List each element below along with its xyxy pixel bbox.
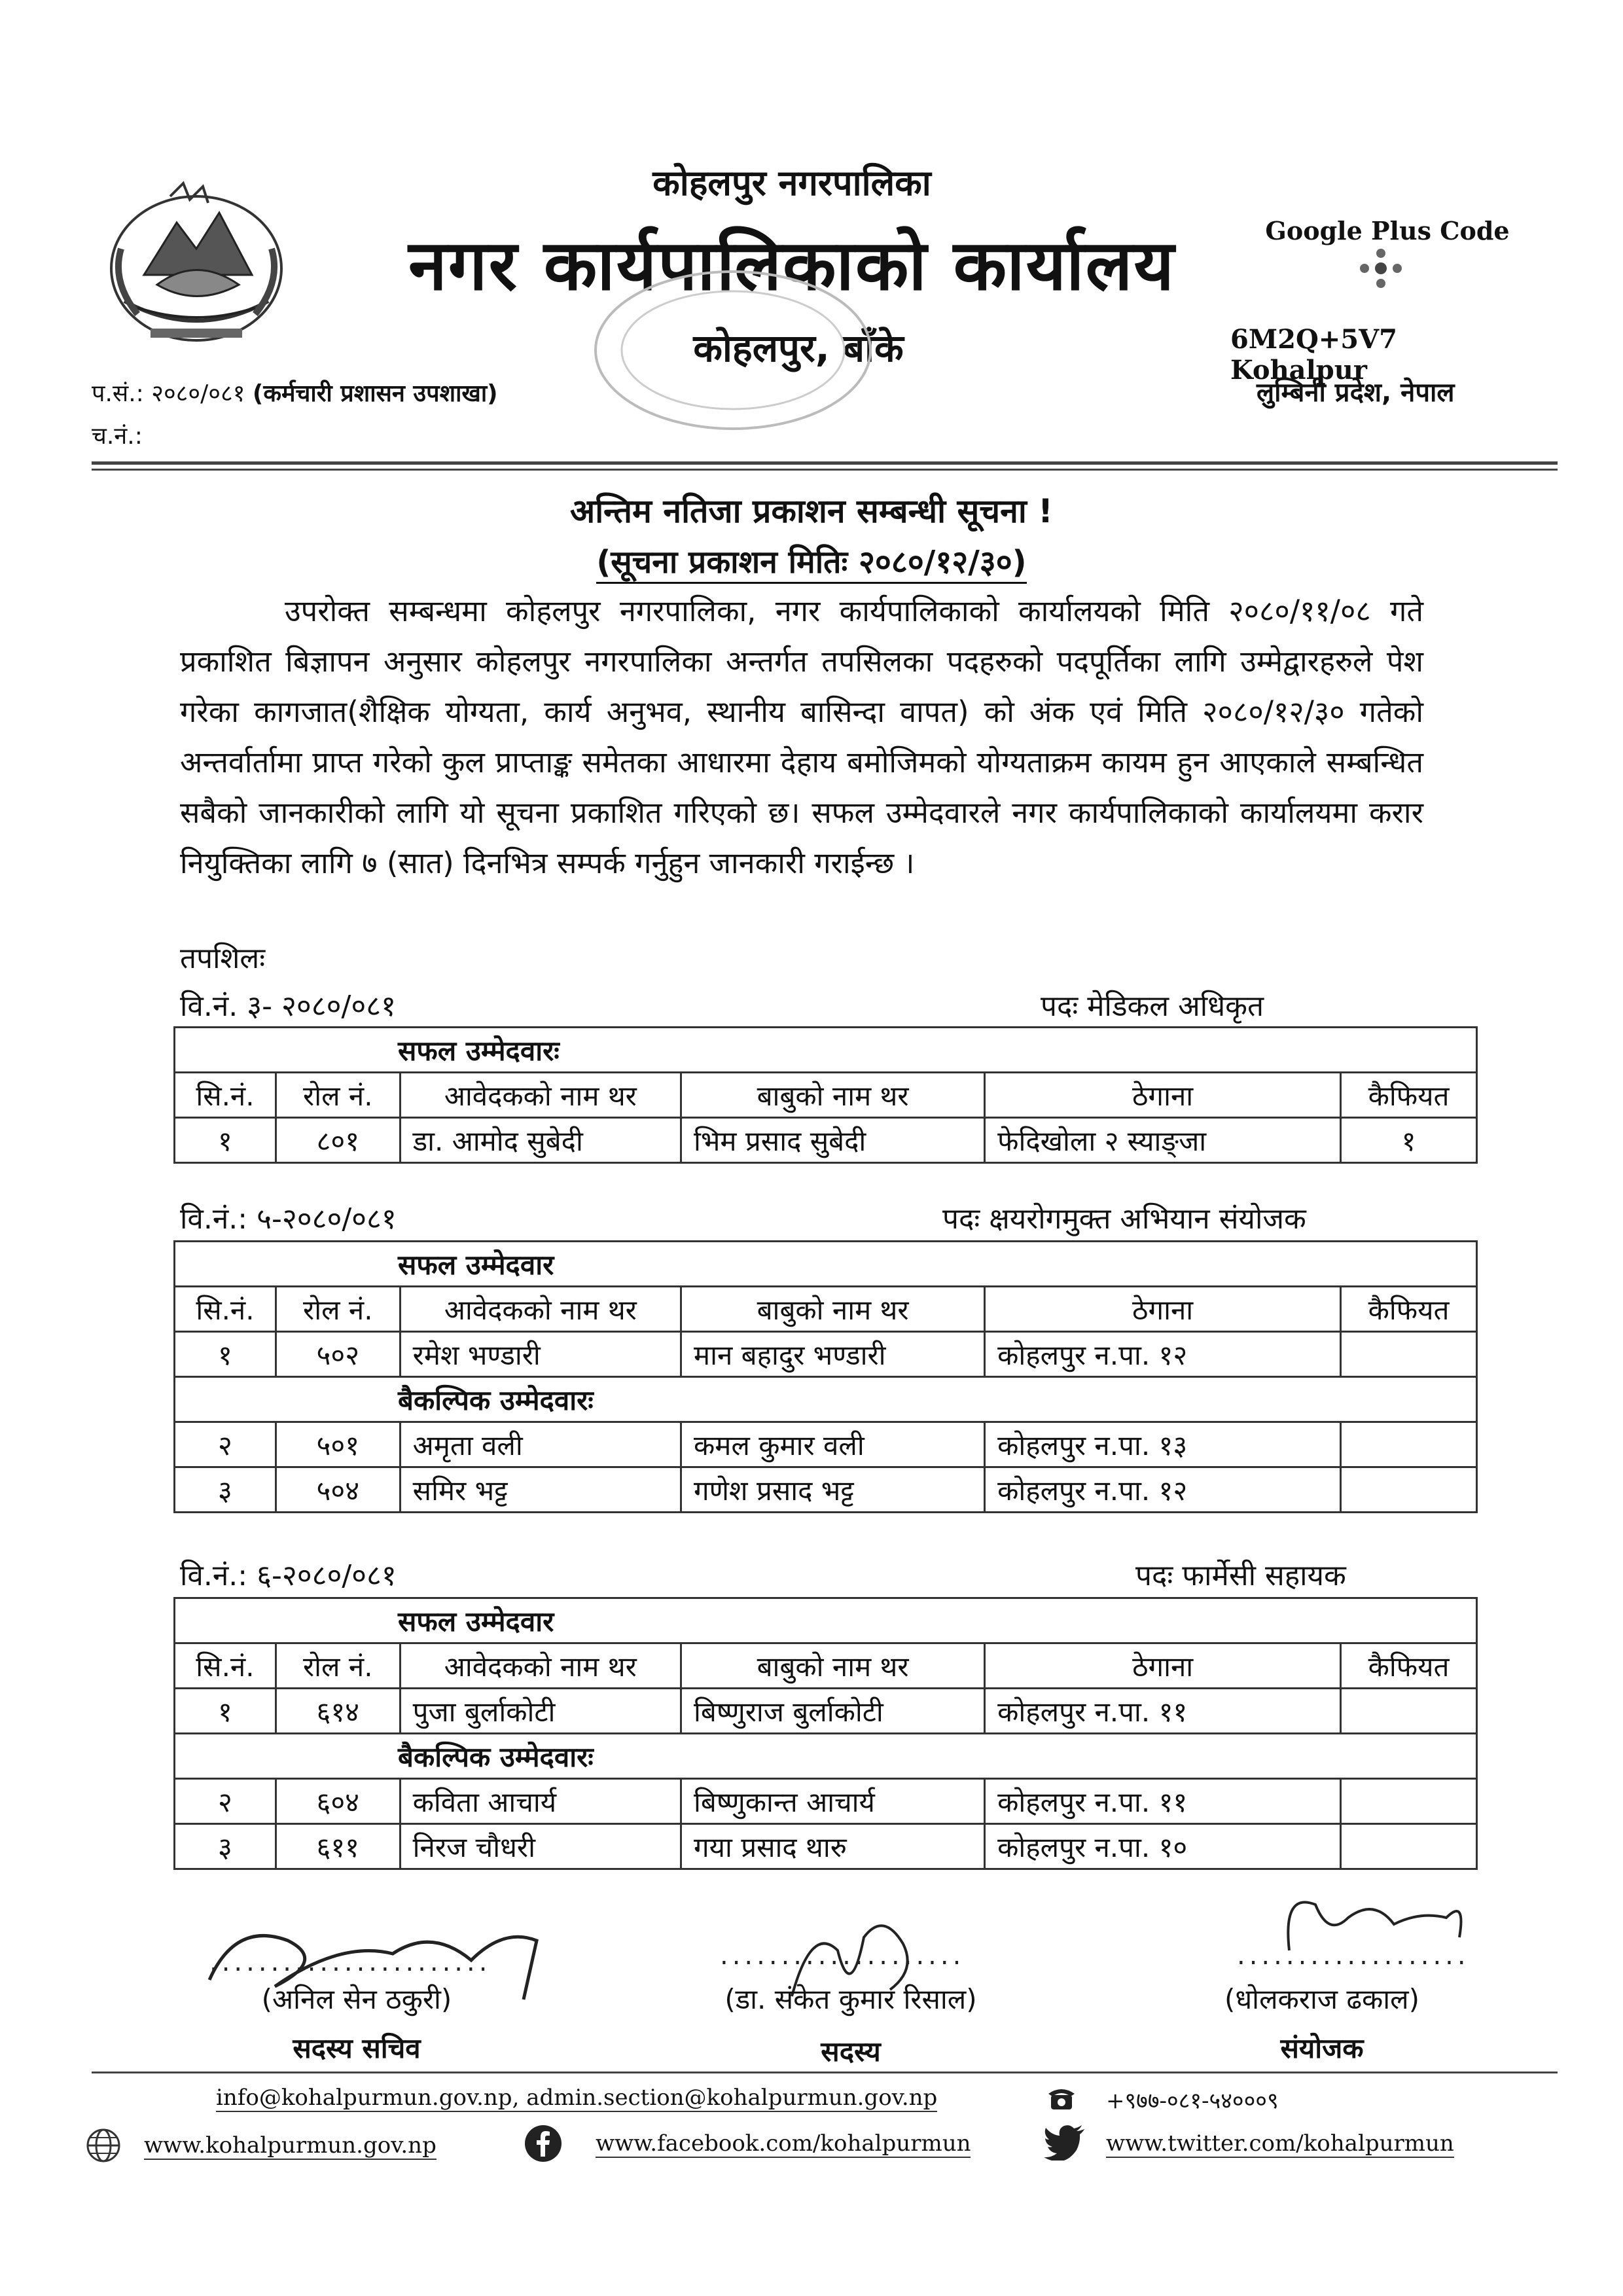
cell-address: कोहलपुर न.पा. १२	[985, 1467, 1341, 1513]
cell-remark	[1341, 1824, 1477, 1869]
column-header: बाबुको नाम थर	[681, 1643, 984, 1689]
table-row	[175, 1824, 1477, 1869]
success-label: सफल उम्मेदवारः	[175, 1028, 1477, 1073]
cell-roll: ५०२	[276, 1332, 400, 1377]
column-header: बाबुको नाम थर	[681, 1287, 985, 1332]
table-row	[175, 1689, 1477, 1734]
column-header: रोल नं.	[276, 1643, 400, 1689]
cell-father: भिम प्रसाद सुबेदी	[681, 1118, 985, 1163]
footer-facebook[interactable]: www.facebook.com/kohalpurmun	[596, 2130, 971, 2157]
column-header: आवेदकको नाम थर	[400, 1643, 681, 1689]
cell-roll: ८०१	[276, 1118, 400, 1163]
footer-emails[interactable]: info@kohalpurmun.gov.np, admin.section@kohalpurmun.gov.np	[216, 2085, 938, 2111]
cell-father: मान बहादुर भण्डारी	[681, 1332, 985, 1377]
plus-code-icon	[1342, 245, 1420, 291]
province: लुम्बिनी प्रदेश, नेपाल	[1257, 378, 1455, 408]
cell-roll: ६११	[276, 1824, 400, 1869]
signature-line: .......................	[209, 1947, 491, 1977]
cell-remark	[1341, 1779, 1477, 1824]
column-header: सि.नं.	[175, 1643, 276, 1689]
facebook-icon	[524, 2124, 563, 2163]
twitter-icon	[1044, 2124, 1086, 2161]
cell-father: गया प्रसाद थारु	[681, 1824, 984, 1869]
cell-name: अमृता वली	[400, 1422, 681, 1467]
column-header: रोल नं.	[276, 1073, 400, 1118]
column-header: रोल नं.	[276, 1287, 400, 1332]
cell-roll: ५०१	[276, 1422, 400, 1467]
signatory-name: (धोलकराज ढकाल)	[1224, 1983, 1420, 2015]
table-header-row	[175, 1643, 1477, 1689]
notice-title: अन्तिम नतिजा प्रकाशन सम्बन्धी सूचना !	[570, 492, 1053, 530]
column-header: कैफियत	[1341, 1643, 1477, 1689]
advertisement-number: वि.नं. ३- २०८०/०८१	[180, 990, 396, 1023]
phone-icon	[1047, 2085, 1076, 2113]
cell-remark	[1341, 1689, 1477, 1734]
table-row	[175, 1118, 1477, 1163]
details-label: तपशिलः	[180, 942, 266, 975]
signatory-name: (डा. संकेत कुमार रिसाल)	[724, 1983, 977, 2015]
results-table	[173, 1240, 1478, 1513]
column-header: सि.नं.	[175, 1287, 276, 1332]
cell-address: फेदिखोला २ स्याङ्जा	[985, 1118, 1341, 1163]
column-header: आवेदकको नाम थर	[400, 1073, 681, 1118]
advertisement-number: वि.नं.: ५-२०८०/०८१	[180, 1202, 397, 1236]
table-row	[175, 1332, 1477, 1377]
cell-name: निरज चौधरी	[400, 1824, 681, 1869]
post-title: पदः मेडिकल अधिकृत	[1041, 990, 1264, 1023]
cell-address: कोहलपुर न.पा. ११	[985, 1689, 1341, 1734]
cell-remark	[1341, 1467, 1477, 1513]
cell-sn: २	[175, 1779, 276, 1824]
org-location: कोहलपुर, बाँके	[693, 326, 904, 370]
cell-name: कविता आचार्य	[400, 1779, 681, 1824]
post-title: पदः क्षयरोगमुक्त अभियान संयोजक	[942, 1202, 1306, 1236]
column-header: ठेगाना	[985, 1287, 1341, 1332]
cell-sn: १	[175, 1332, 276, 1377]
results-table	[173, 1597, 1478, 1870]
header-divider	[92, 461, 1558, 465]
table-row	[175, 1779, 1477, 1824]
cell-sn: २	[175, 1422, 276, 1467]
cell-remark: १	[1341, 1118, 1477, 1163]
column-header: कैफियत	[1341, 1073, 1477, 1118]
success-label: सफल उम्मेदवार	[175, 1598, 1477, 1643]
cell-name: पुजा बुर्लाकोटी	[400, 1689, 681, 1734]
footer-website[interactable]: www.kohalpurmun.gov.np	[144, 2132, 437, 2159]
table-header-row	[175, 1287, 1477, 1332]
cell-address: कोहलपुर न.पा. ११	[985, 1779, 1341, 1824]
cell-sn: ३	[175, 1824, 276, 1869]
alternate-label: बैकल्पिक उम्मेदवारः	[175, 1734, 1477, 1779]
cell-roll: ५०४	[276, 1467, 400, 1513]
cell-father: कमल कुमार वली	[681, 1422, 985, 1467]
advertisement-number: वि.नं.: ६-२०८०/०८१	[180, 1559, 397, 1592]
reference-prefix: प.सं.: २०८०/०८१	[92, 380, 245, 407]
signatory-role: सदस्य सचिव	[293, 2032, 421, 2064]
cell-father: बिष्णुराज बुर्लाकोटी	[681, 1689, 984, 1734]
cell-sn: १	[175, 1118, 276, 1163]
header-divider-thin	[92, 469, 1558, 471]
footer-divider	[92, 2072, 1558, 2073]
cell-name: समिर भट्ट	[400, 1467, 681, 1513]
table-row	[175, 1467, 1477, 1513]
notice-date	[0, 540, 1623, 583]
nepal-emblem-logo	[98, 177, 294, 353]
results-table	[173, 1026, 1478, 1164]
office-stamp	[582, 262, 883, 439]
reference-number	[92, 376, 498, 408]
alternate-label: बैकल्पिक उम्मेदवारः	[175, 1377, 1477, 1422]
footer-twitter[interactable]: www.twitter.com/kohalpurmun	[1106, 2130, 1454, 2157]
signatory-name: (अनिल सेन ठकुरी)	[261, 1983, 452, 2015]
org-subtitle: कोहलपुर नगरपालिका	[652, 162, 931, 204]
table-row	[175, 1422, 1477, 1467]
org-title: नगर कार्यपालिकाको कार्यालय	[408, 225, 1175, 306]
cell-address: कोहलपुर न.पा. १२	[985, 1332, 1341, 1377]
cell-name: रमेश भण्डारी	[400, 1332, 681, 1377]
column-header: बाबुको नाम थर	[681, 1073, 985, 1118]
table-header-row	[175, 1073, 1477, 1118]
cell-remark	[1341, 1332, 1477, 1377]
cell-father: बिष्णुकान्त आचार्य	[681, 1779, 984, 1824]
cell-sn: ३	[175, 1467, 276, 1513]
success-label: सफल उम्मेदवार	[175, 1242, 1477, 1287]
dispatch-number: च.नं.:	[92, 423, 143, 450]
cell-father: गणेश प्रसाद भट्ट	[681, 1467, 985, 1513]
cell-remark	[1341, 1422, 1477, 1467]
notice-body: उपरोक्त सम्बन्धमा कोहलपुर नगरपालिका, नगर कार्यपालिकाको कार्यालयको मिति २०८०/११/०८ गते प्रकाशित बिज्ञापन अनुसार कोहलपुर नगरपालिका अन्तर्गत तपसिलका पदहरुको पदपूर्तिका लागि उम्मेद्वारहरुले पेश गरेका कागजात(शैक्षिक योग्यता, कार्य अनुभव, स्थानीय बासिन्दा वापत) को अंक एवं मिति २०८०/१२/३० गतेको अन्तर्वार्तामा प्राप्त गरेको कुल प्राप्ताङ्क समेतका आधारमा देहाय बमोजिमको योग्यताक्रम कायम हुन आएकाले सम्बन्धित सबैको जानकारीको लागि यो सूचना प्रकाशित गरिएको छ। सफल उम्मेदवारले नगर कार्यपालिकाको कार्यालयमा करार नियुक्तिका लागि ७ (सात) दिनभित्र सम्पर्क गर्नुहुन जानकारी गराईन्छ ।	[180, 594, 1423, 880]
google-plus-code: 6M2Q+5V7 Kohalpur	[1230, 324, 1397, 386]
cell-roll: ६१४	[276, 1689, 400, 1734]
globe-icon	[85, 2127, 122, 2164]
signature-line: ...................	[1237, 1941, 1470, 1971]
column-header: कैफियत	[1341, 1287, 1477, 1332]
cell-roll: ६०४	[276, 1779, 400, 1824]
column-header: ठेगाना	[985, 1073, 1341, 1118]
signatory-role: संयोजक	[1280, 2032, 1364, 2064]
cell-address: कोहलपुर न.पा. १३	[985, 1422, 1341, 1467]
cell-sn: १	[175, 1689, 276, 1734]
post-title: पदः फार्मेसी सहायक	[1135, 1559, 1346, 1592]
column-header: सि.नं.	[175, 1073, 276, 1118]
footer-phone: +९७७-०८१-५४०००९	[1106, 2088, 1279, 2114]
google-plus-code-title: Google Plus Code	[1265, 216, 1510, 245]
cell-name: डा. आमोद सुबेदी	[400, 1118, 681, 1163]
notice-date-text: (सूचना प्रकाशन मितिः २०८०/१२/३०)	[596, 544, 1026, 584]
reference-dept: (कर्मचारी प्रशासन उपशाखा)	[252, 380, 498, 407]
column-header: आवेदकको नाम थर	[400, 1287, 681, 1332]
signatory-role: सदस्य	[821, 2036, 881, 2068]
cell-address: कोहलपुर न.पा. १०	[985, 1824, 1341, 1869]
column-header: ठेगाना	[985, 1643, 1341, 1689]
signature-line: ....................	[720, 1941, 965, 1971]
